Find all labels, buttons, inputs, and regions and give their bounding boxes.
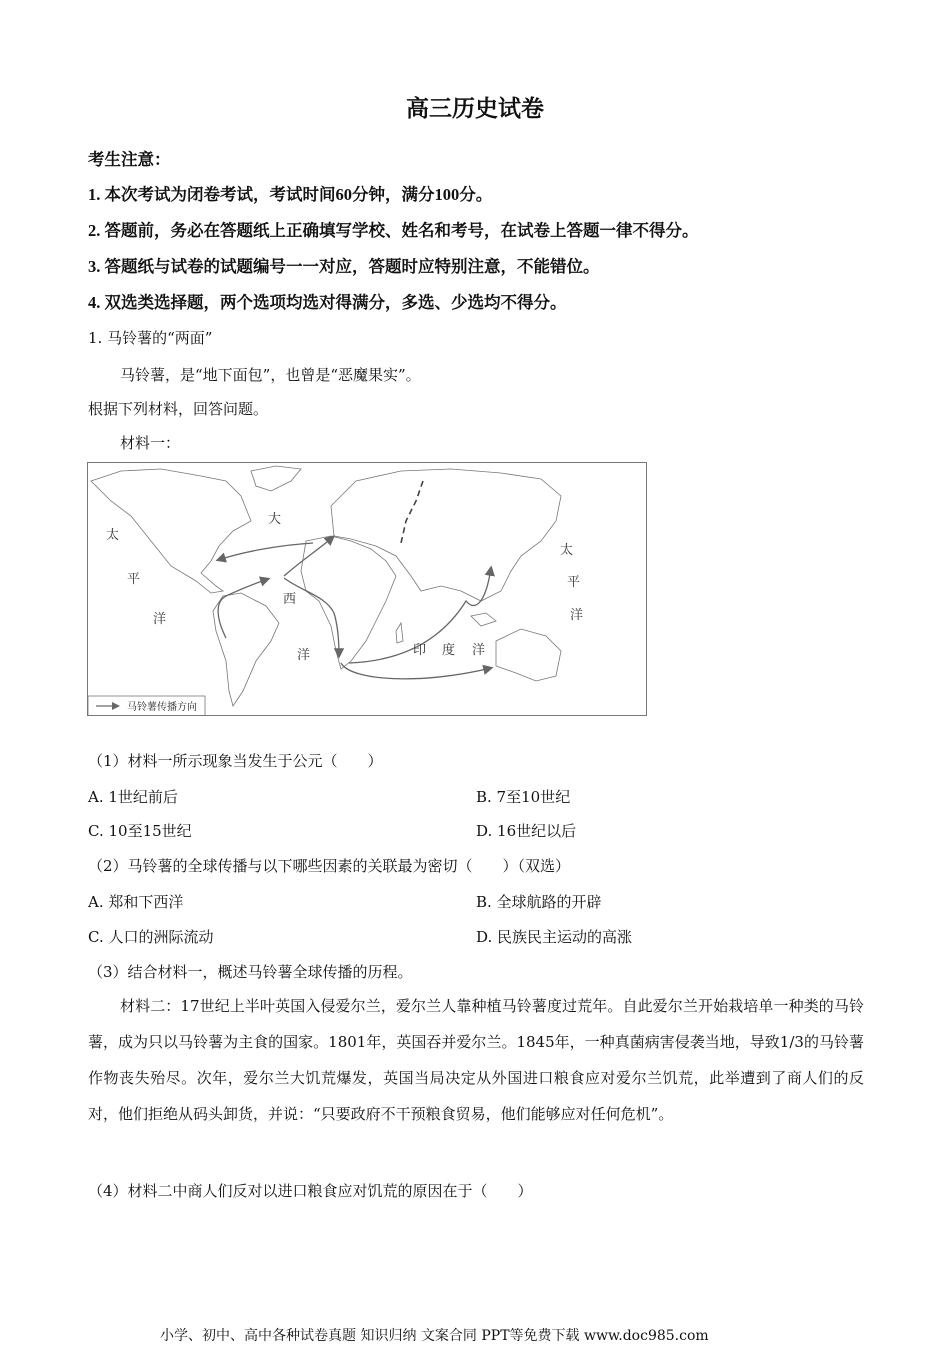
page-footer: 小学、初中、高中各种试卷真题 知识归纳 文案合同 PPT等免费下载 www.doc985.com — [160, 1328, 709, 1344]
notice-item: 2. 答题前，务必在答题纸上正确填写学校、姓名和考号，在试卷上答题一律不得分。 — [88, 221, 699, 240]
ocean-label: 洋 — [297, 648, 311, 663]
notice-item: 4. 双选类选择题，两个选项均选对得满分，多选、少选均不得分。 — [88, 293, 567, 312]
sub-question-stem: （2）马铃薯的全球传播与以下哪些因素的关联最为密切（ ）（双选） — [88, 857, 571, 875]
option: B. 7至10世纪 — [476, 788, 571, 806]
material1-label: 材料一： — [120, 434, 181, 452]
page-title: 高三历史试卷 — [406, 95, 544, 122]
notice-item: 3. 答题纸与试卷的试题编号一一对应，答题时应特别注意，不能错位。 — [88, 257, 600, 276]
option: B. 全球航路的开辟 — [476, 893, 602, 911]
option: A. 1世纪前后 — [88, 788, 178, 806]
ocean-label: 西 — [283, 592, 297, 607]
potato-spread-map — [87, 462, 647, 716]
ocean-label: 洋 — [153, 612, 167, 627]
ocean-label: 太 — [106, 528, 120, 543]
notice-item: 1. 本次考试为闭卷考试，考试时间60分钟，满分100分。 — [88, 185, 493, 204]
map-legend — [88, 696, 205, 715]
option: A. 郑和下西洋 — [88, 893, 184, 911]
ocean-label: 平 — [127, 572, 141, 587]
arrow-to-south-africa — [284, 578, 339, 656]
dashed-route — [401, 481, 423, 543]
sub-question-stem: （1）材料一所示现象当发生于公元（ ） — [88, 752, 383, 770]
ocean-label: 印 — [413, 643, 427, 658]
ocean-labels — [106, 511, 583, 663]
ocean-label: 大 — [268, 512, 282, 527]
coastlines — [91, 466, 561, 706]
option: C. 人口的洲际流动 — [88, 928, 214, 946]
arrow-to-north-america — [218, 543, 313, 560]
question-intro: 马铃薯，是“地下面包”，也曾是“恶魔果实”。 — [120, 366, 421, 384]
notice-heading: 考生注意： — [88, 150, 171, 169]
arrow-to-australia — [341, 663, 491, 679]
material2-paragraph: 材料二：17世纪上半叶英国入侵爱尔兰，爱尔兰人靠种植马铃薯度过荒年。自此爱尔兰开始栽培单一种类的马铃薯，成为只以马铃薯为主食的国家。1801年，英国吞并爱尔兰。1845年，一种真菌病害侵袭当地，导致1/3的马铃薯作物丧失殆尽。次年，爱尔兰大饥荒爆发，英国当局决定从外国进口粮食应对爱尔兰饥荒，此举遭到了商人们的反对，他们拒绝从码头卸货，并说：“只要政府不干预粮食贸易，他们能够应对任何危机”。 — [88, 997, 864, 1123]
world-map — [88, 463, 646, 715]
sub-question-stem: （4）材料二中商人们反对以进口粮食应对饥荒的原因在于（ ） — [88, 1182, 533, 1200]
sub-question-stem: （3）结合材料一，概述马铃薯全球传播的历程。 — [88, 963, 413, 981]
question-title: 1. 马铃薯的“两面” — [88, 329, 213, 347]
ocean-label: 平 — [567, 575, 581, 590]
ocean-label: 太 — [560, 543, 574, 558]
ocean-label: 度 — [442, 643, 456, 658]
question-instruction: 根据下列材料，回答问题。 — [88, 400, 269, 418]
legend-label: 马铃薯传播方向 — [127, 702, 197, 713]
ocean-label: 洋 — [472, 643, 486, 658]
arrow-south-america-to-atlantic — [218, 579, 268, 638]
ocean-label: 洋 — [570, 608, 584, 623]
option: D. 16世纪以后 — [476, 822, 577, 840]
option: D. 民族民主运动的高涨 — [476, 928, 633, 946]
option: C. 10至15世纪 — [88, 822, 192, 840]
